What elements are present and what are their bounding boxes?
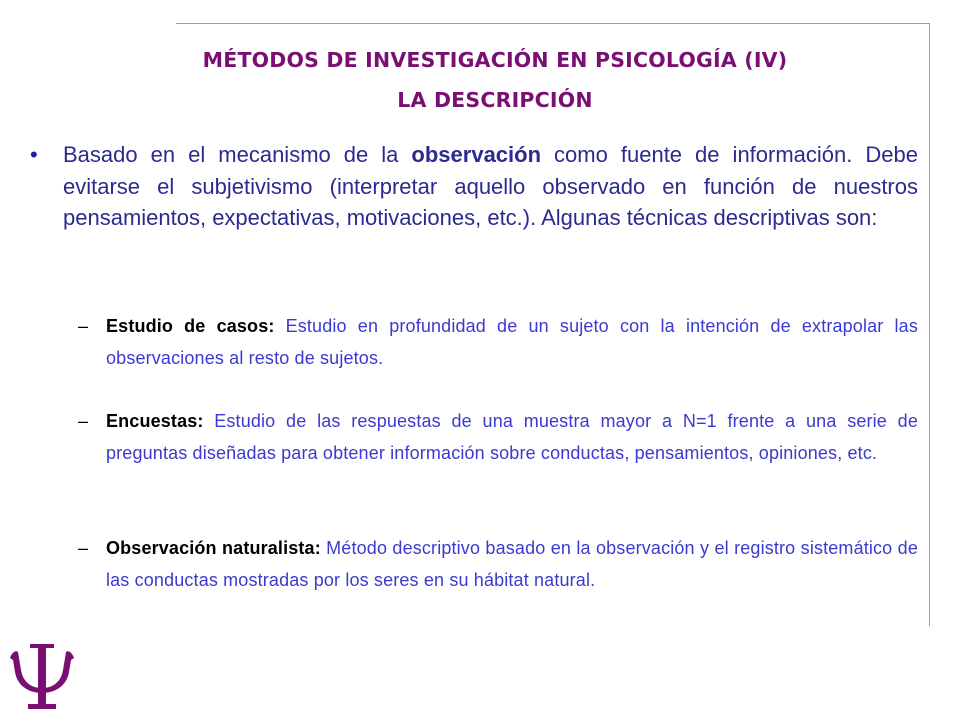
- slide-frame-top-border: [176, 23, 930, 24]
- main-text-keyword: observación: [411, 142, 542, 167]
- sub-item-description: Estudio en profundidad de un sujeto con la intención de extrapolar las observaciones al resto de sujetos.: [106, 316, 918, 368]
- dash-marker: –: [78, 411, 89, 431]
- main-bullet-text: [63, 139, 918, 234]
- sub-item-encuestas: [78, 406, 918, 469]
- bullet-marker: •: [30, 142, 38, 167]
- sub-item-text: [106, 533, 918, 596]
- slide-title-line-1: MÉTODOS DE INVESTIGACIÓN EN PSICOLOGÍA (IV): [202, 48, 788, 72]
- sub-item-term: Estudio de casos:: [106, 316, 275, 336]
- sub-item-term: Observación naturalista:: [106, 538, 321, 558]
- sub-item-description: Estudio de las respuestas de una muestra mayor a N=1 frente a una serie de preguntas diseñadas para obtener información sobre conductas, pensamientos, opiniones, etc.: [106, 411, 918, 463]
- sub-item-text: [106, 406, 918, 469]
- dash-marker: –: [78, 316, 89, 336]
- slide-title: [0, 40, 960, 120]
- sub-item-text: [106, 311, 918, 374]
- psi-symbol-icon: [4, 636, 84, 716]
- sub-item-term: Encuestas:: [106, 411, 204, 431]
- main-text-rest: como fuente de información. Debe evitarse el subjetivismo (interpretar aquello observado en función de nuestros pensamientos, expectativas, motivaciones, etc.). Algunas técnicas descriptivas son:: [63, 142, 918, 230]
- sub-item-description: Método descriptivo basado en la observación y el registro sistemático de las conductas mostradas por los seres en su hábitat natural.: [106, 538, 918, 590]
- main-bullet-item: [30, 139, 918, 234]
- main-text-intro: Basado en el mecanismo de la: [63, 142, 412, 167]
- dash-marker: –: [78, 538, 89, 558]
- slide-title-line-2: LA DESCRIPCIÓN: [397, 88, 593, 112]
- sub-item-observacion-naturalista: [78, 533, 918, 596]
- sub-item-estudio-de-casos: [78, 311, 918, 374]
